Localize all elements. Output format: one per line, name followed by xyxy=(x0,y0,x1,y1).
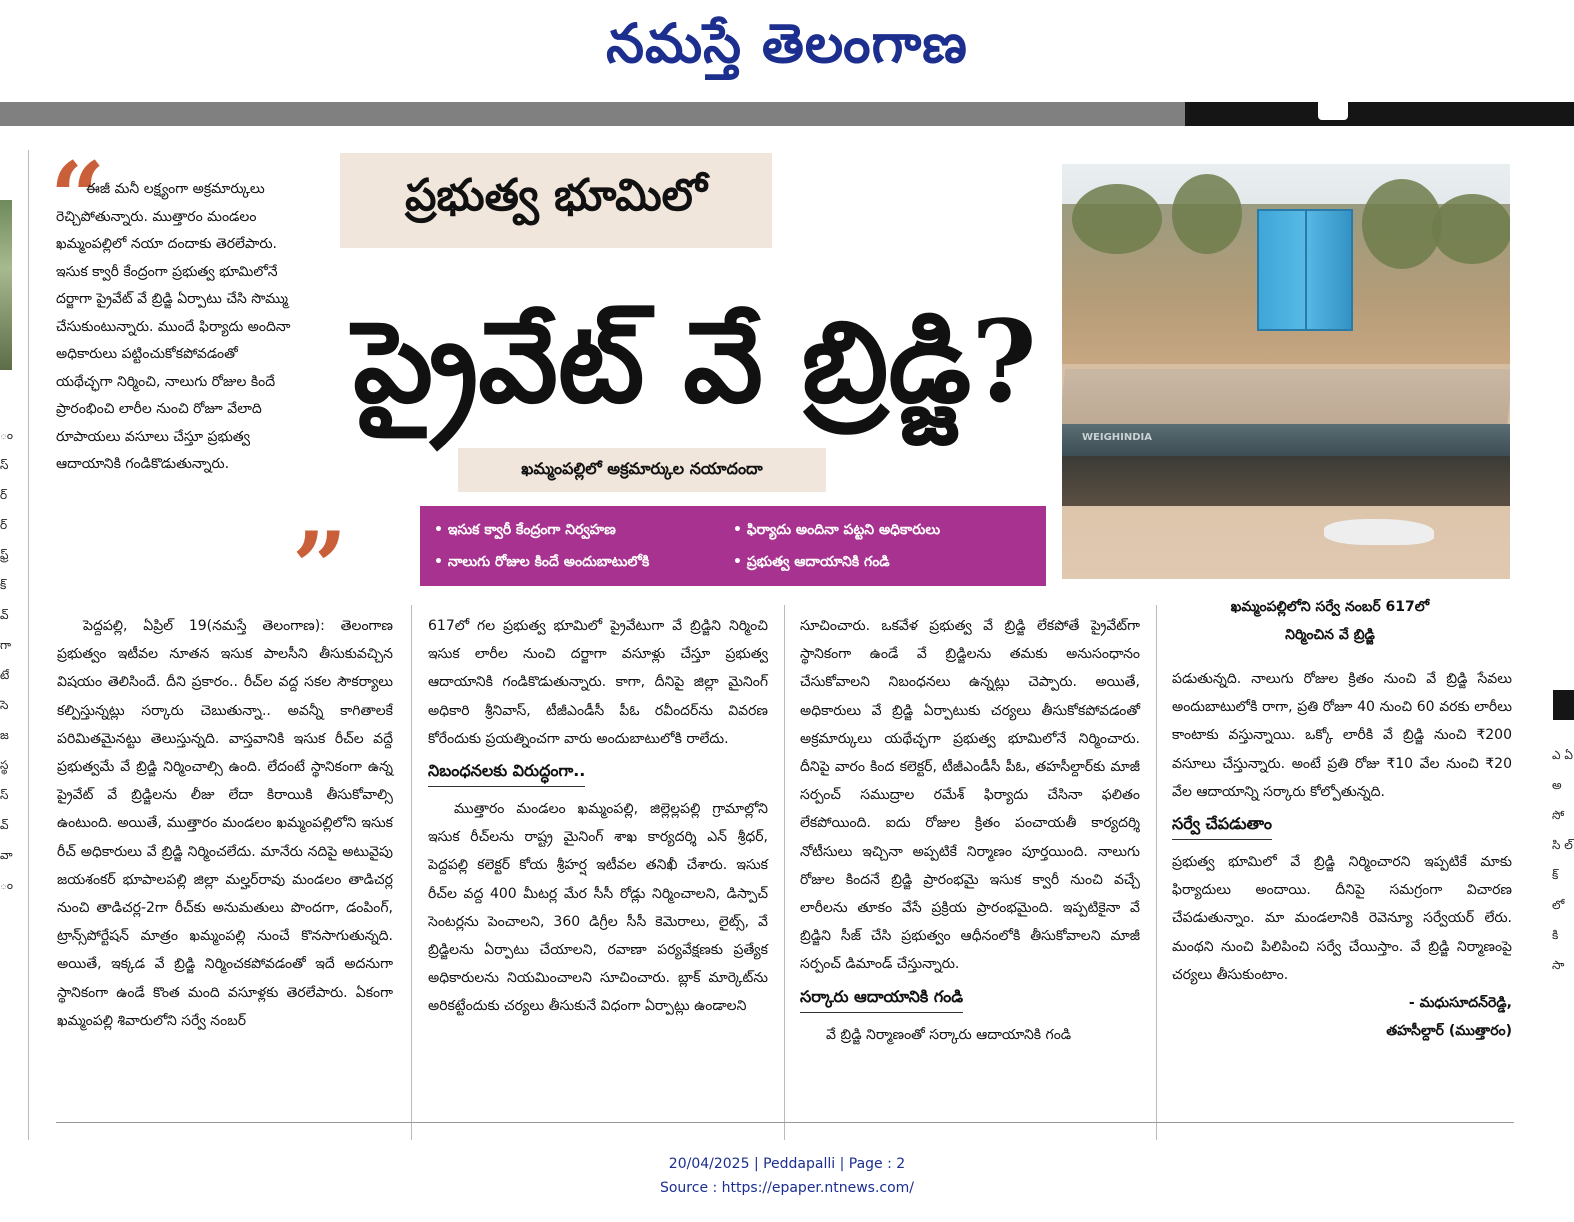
newspaper-title: నమస్తే తెలంగాణ xyxy=(606,11,968,75)
cabin-door-seam xyxy=(1305,211,1307,329)
highlight-item: • ఫిర్యాదు అందినా పట్టని అధికారులు xyxy=(733,522,941,538)
tree-icon xyxy=(1362,179,1442,269)
section-heading: సర్కారు ఆదాయానికి గండి xyxy=(800,985,963,1013)
body-column-1 xyxy=(57,612,393,1035)
body-column-3 xyxy=(800,612,1140,1049)
section-heading: సర్వే చేపడుతాం xyxy=(1172,812,1272,840)
highlight-item: • ఇసుక క్వారీ కేంద్రంగా నిర్వహణ xyxy=(434,522,616,538)
paragraph: వే బ్రిడ్జి నిర్మాణంతో సర్కారు ఆదాయానికి గండి xyxy=(826,1026,1072,1043)
beam-label: WEIGHINDIA xyxy=(1082,432,1153,443)
footer-source: Source : https://epaper.ntnews.com/ xyxy=(659,1180,915,1196)
column-rule xyxy=(28,150,29,1140)
subhead: ఖమ్మంపల్లిలో అక్రమార్కుల నయాదందా xyxy=(521,458,763,478)
bottom-rule xyxy=(56,1122,1514,1123)
paragraph: సూచించారు. ఒకవేళ ప్రభుత్వ వే బ్రిడ్జి లేకపోతే ప్రైవేట్‌గా స్థానికంగా ఉండే వే బ్రిడ్జిలను తమకు అనుసంధానం చేసుకోవాలని నిబంధనలు ఉన్నట్లు చెప్పారు. అయితే, అధికారులు వే బ్రిడ్జి ఏర్పాటుకు చర్యలు తీసుకోకపోవడంతో అక్రమార్కులు యథేచ్ఛగా ప్రభుత్వ భూమిలోనే నిర్మించారు. దీనిపై వారం కింద కలెక్టర్, టీజీఎండీసీ పీఓ, తహసీల్దార్‌కు మాజీ సర్పంచ్ సముద్రాల రమేశ్ ఫిర్యాదు చేసినా ఫలితం లేకపోయింది. ఐదు రోజుల క్రితం పంచాయతీ కార్యదర్శి నోటీసులు ఇచ్చినా అప్పటికే నిర్మాణం పూర్తయింది. నాలుగు రోజుల కిందనే బ్రిడ్జి ప్రారంభమై ఇసుక క్వారీ నుంచి వచ్చే లారీలను తూకం వేసే ప్రక్రియ ప్రారంభమైంది. ఇప్పటికైనా వే బ్రిడ్జిని సీజ్ చేసి ప్రభుత్వం ఆధీనంలోకి తీసుకోవాలని మాజీ సర్పంచ్ డిమాండ్ చేస్తున్నారు. xyxy=(800,618,1140,973)
paragraph: పెద్దపల్లి, ఏప్రిల్ 19(నమస్తే తెలంగాణ): తెలంగాణ ప్రభుత్వం ఇటీవల నూతన ఇసుక పాలసీని తీసుకువచ్చిన విషయం తెలిసిందే. దీని ప్రకారం.. రీచ్‌ల వద్ద సకల సౌకర్యాలు కల్పిస్తున్నట్లు సర్కారు చెబుతున్నా.. అవన్నీ కాగితాలకే పరిమితమైనట్టు తెలుస్తున్నది. వాస్తవానికి ఇసుక రీచ్‌ల వద్దే ప్రభుత్వమే వే బ్రిడ్జి నిర్మించాల్సి ఉంది. లేదంటే స్థానికంగా ఉన్న ప్రైవేట్ వే బ్రిడ్జిలను లీజు లేదా కిరాయికి తీసుకోవాల్సి ఉంటుంది. అయితే, ముత్తారం మండలం ఖమ్మంపల్లిలోని ఇసుక రీచ్ అధికారులు వే బ్రిడ్జి నిర్మించలేదు. మానేరు నదిపై అటువైపు జయశంకర్ భూపాలపల్లి జిల్లా మల్హర్‌రావు మండలం తాడిచర్ల నుంచి తాడిచర్ల-2గా రీచ్‌కు అనుమతులు పొందగా, డంపింగ్, ట్రాన్స్‌పోర్టేషన్ మాత్రం ఖమ్మంపల్లి నుంచే కొనసాగుతున్నది. అయితే, ఇక్కడ వే బ్రిడ్జి నిర్మించకపోవడంతో ఇదే అదనుగా స్థానికంగా ఉండే కొంత మంది వసూళ్లకు తెరలేపారు. ఏకంగా ఖమ్మంపల్లి శివారులోని సర్వే నంబర్ xyxy=(57,618,393,1029)
paragraph: 617లో గల ప్రభుత్వ భూమిలో ప్రైవేటుగా వే బ్రిడ్జిని నిర్మించి ఇసుక లారీల నుంచి దర్జాగా వసూళ్లు చేస్తూ ప్రభుత్వ ఆదాయానికి గండికొడుతున్నారు. కాగా, దీనిపై జిల్లా మైనింగ్ అధికారి శ్రీనివాస్, టీజీఎండీసీ పీఓ రవీందర్‌ను వివరణ కోరేందుకు ప్రయత్నించగా వారు అందుబాటులోకి రాలేదు. xyxy=(428,618,768,747)
signature-name: - మధుసూదన్‌రెడ్డి, xyxy=(1408,995,1512,1012)
headline: ప్రైవేట్ వే బ్రిడ్జి? xyxy=(353,297,1037,428)
highlight-item: • ప్రభుత్వ ఆదాయానికి గండి xyxy=(733,554,890,570)
tree-icon xyxy=(1172,174,1242,254)
header-black-band xyxy=(1185,102,1574,126)
weighbridge-pit xyxy=(1062,456,1510,506)
column-rule xyxy=(411,605,412,1140)
section-heading: నిబంధనలకు విరుద్ధంగా.. xyxy=(428,759,585,787)
signature-title: తహసీల్దార్ (ముత్తారం) xyxy=(1386,1023,1512,1040)
paragraph: ముత్తారం మండలం ఖమ్మంపల్లి, జిల్లెల్లపల్లి గ్రామాల్లోని ఇసుక రీచ్‌లను రాష్ట్ర మైనింగ్ శాఖ కార్యదర్శి ఎన్ శ్రీధర్, పెద్దపల్లి కలెక్టర్ కోయ శ్రీహర్ష ఇటీవల తనిఖీ చేశారు. ఇసుక రీచ్‌ల వద్ద 400 మీటర్ల మేర సీసీ రోడ్లు నిర్మించాలని, డిస్పాచ్ సెంటర్లను పెంచాలని, 360 డిగ్రీల సీసీ కెమెరాలు, లైట్స్, వే బ్రిడ్జిలను ఏర్పాటు చేయాలని, రవాణా పర్యవేక్షణకు ప్రత్యేక అధికారులను నియమించాలని సూచించారు. బ్లాక్ మార్కెట్‌ను అరికట్టేందుకు చర్యలు తీసుకునే విధంగా ఏర్పాట్లు ఉండాలని xyxy=(428,801,768,1015)
paragraph: పడుతున్నది. నాలుగు రోజుల క్రితం నుంచి వే బ్రిడ్జి సేవలు అందుబాటులోకి రాగా, ప్రతి రోజూ 40 నుంచి 60 వరకు లారీలు కాంటాకు వస్తున్నాయి. ఒక్కో లారీకి వే బ్రిడ్జి నుంచి ₹200 వసూలు చేస్తున్నారు. అంటే ప్రతి రోజు ₹10 వేల నుంచి ₹20 వేల ఆదాయాన్ని సర్కారు కోల్పోతున్నది. xyxy=(1172,671,1512,800)
footer-date-page: 20/04/2025 | Peddapalli | Page : 2 xyxy=(668,1156,906,1172)
clipped-text-right: ఎ ఏ అ సో సి ల్ క్ లో కి సా xyxy=(1552,748,1573,972)
highlight-item: • నాలుగు రోజుల కిందే అందుబాటులోకి xyxy=(434,554,650,570)
caption-line: ఖమ్మంపల్లిలోని సర్వే నంబర్ 617లో xyxy=(1230,599,1430,615)
highlights-box xyxy=(420,506,1046,586)
kicker-box xyxy=(340,153,772,248)
photo-caption xyxy=(1160,593,1500,649)
subhead-box xyxy=(458,448,826,492)
tree-icon xyxy=(1072,184,1162,254)
tree-icon xyxy=(1432,194,1510,264)
close-quote-icon: ” xyxy=(292,511,348,624)
weighbridge-photo xyxy=(1062,164,1510,579)
clipped-photo-left xyxy=(0,200,12,370)
header-band-mark xyxy=(1318,102,1348,120)
caption-line: నిర్మించిన వే బ్రిడ్జి xyxy=(1285,627,1375,643)
body-column-2 xyxy=(428,612,768,1021)
body-column-4 xyxy=(1172,665,1512,1045)
weighbridge-plate xyxy=(1062,369,1510,429)
column-rule xyxy=(784,605,785,1140)
open-quote-icon: “ xyxy=(50,141,106,254)
white-sack xyxy=(1324,519,1434,545)
official-quote: ప్రభుత్వ భూమిలో వే బ్రిడ్జి నిర్మించారని ఇప్పటికే మాకు ఫిర్యాదులు అందాయి. దీనిపై సమగ్రంగా విచారణ చేపడుతున్నాం. మా మండలానికి రెవెన్యూ సర్వేయర్ లేరు. మంథని నుంచి పిలిపించి సర్వే చేయిస్తాం. వే బ్రిడ్జి నిర్మాణంపై చర్యలు తీసుకుంటాం. xyxy=(1172,854,1512,983)
column-rule xyxy=(1156,605,1157,1140)
pull-quote: ఈజీ మనీ లక్ష్యంగా అక్రమార్కులు రెచ్చిపోతున్నారు. ముత్తారం మండలం ఖమ్మంపల్లిలో నయా దందాకు తెరలేపారు. ఇసుక క్వారీ కేంద్రంగా ప్రభుత్వ భూమిలోనే దర్జాగా ప్రైవేట్ వే బ్రిడ్జి ఏర్పాటు చేసి సొమ్ము చేసుకుంటున్నారు. ముందే ఫిర్యాదు అందినా అధికారులు పట్టించుకోకపోవడంతో యథేచ్ఛగా నిర్మించి, నాలుగు రోజుల కిందే ప్రారంభించి లారీల నుంచి రోజూ వేలాది రూపాయలు వసూలు చేస్తూ ప్రభుత్వ ఆదాయానికి గండికొడుతున్నారు. xyxy=(56,181,291,472)
clipped-text-left: ం స్ ర్ ర్ ఫ్ర్ క్ వ్ గా టే సె జ స్థ స్ వ్ వా ం xyxy=(0,428,14,892)
blue-cabin xyxy=(1257,209,1353,331)
footer xyxy=(0,1152,1574,1200)
header-gray-band xyxy=(0,102,1185,126)
clipped-heading-right xyxy=(1553,690,1574,720)
masthead xyxy=(0,0,1574,100)
kicker: ప్రభుత్వ భూమిలో xyxy=(405,169,707,221)
